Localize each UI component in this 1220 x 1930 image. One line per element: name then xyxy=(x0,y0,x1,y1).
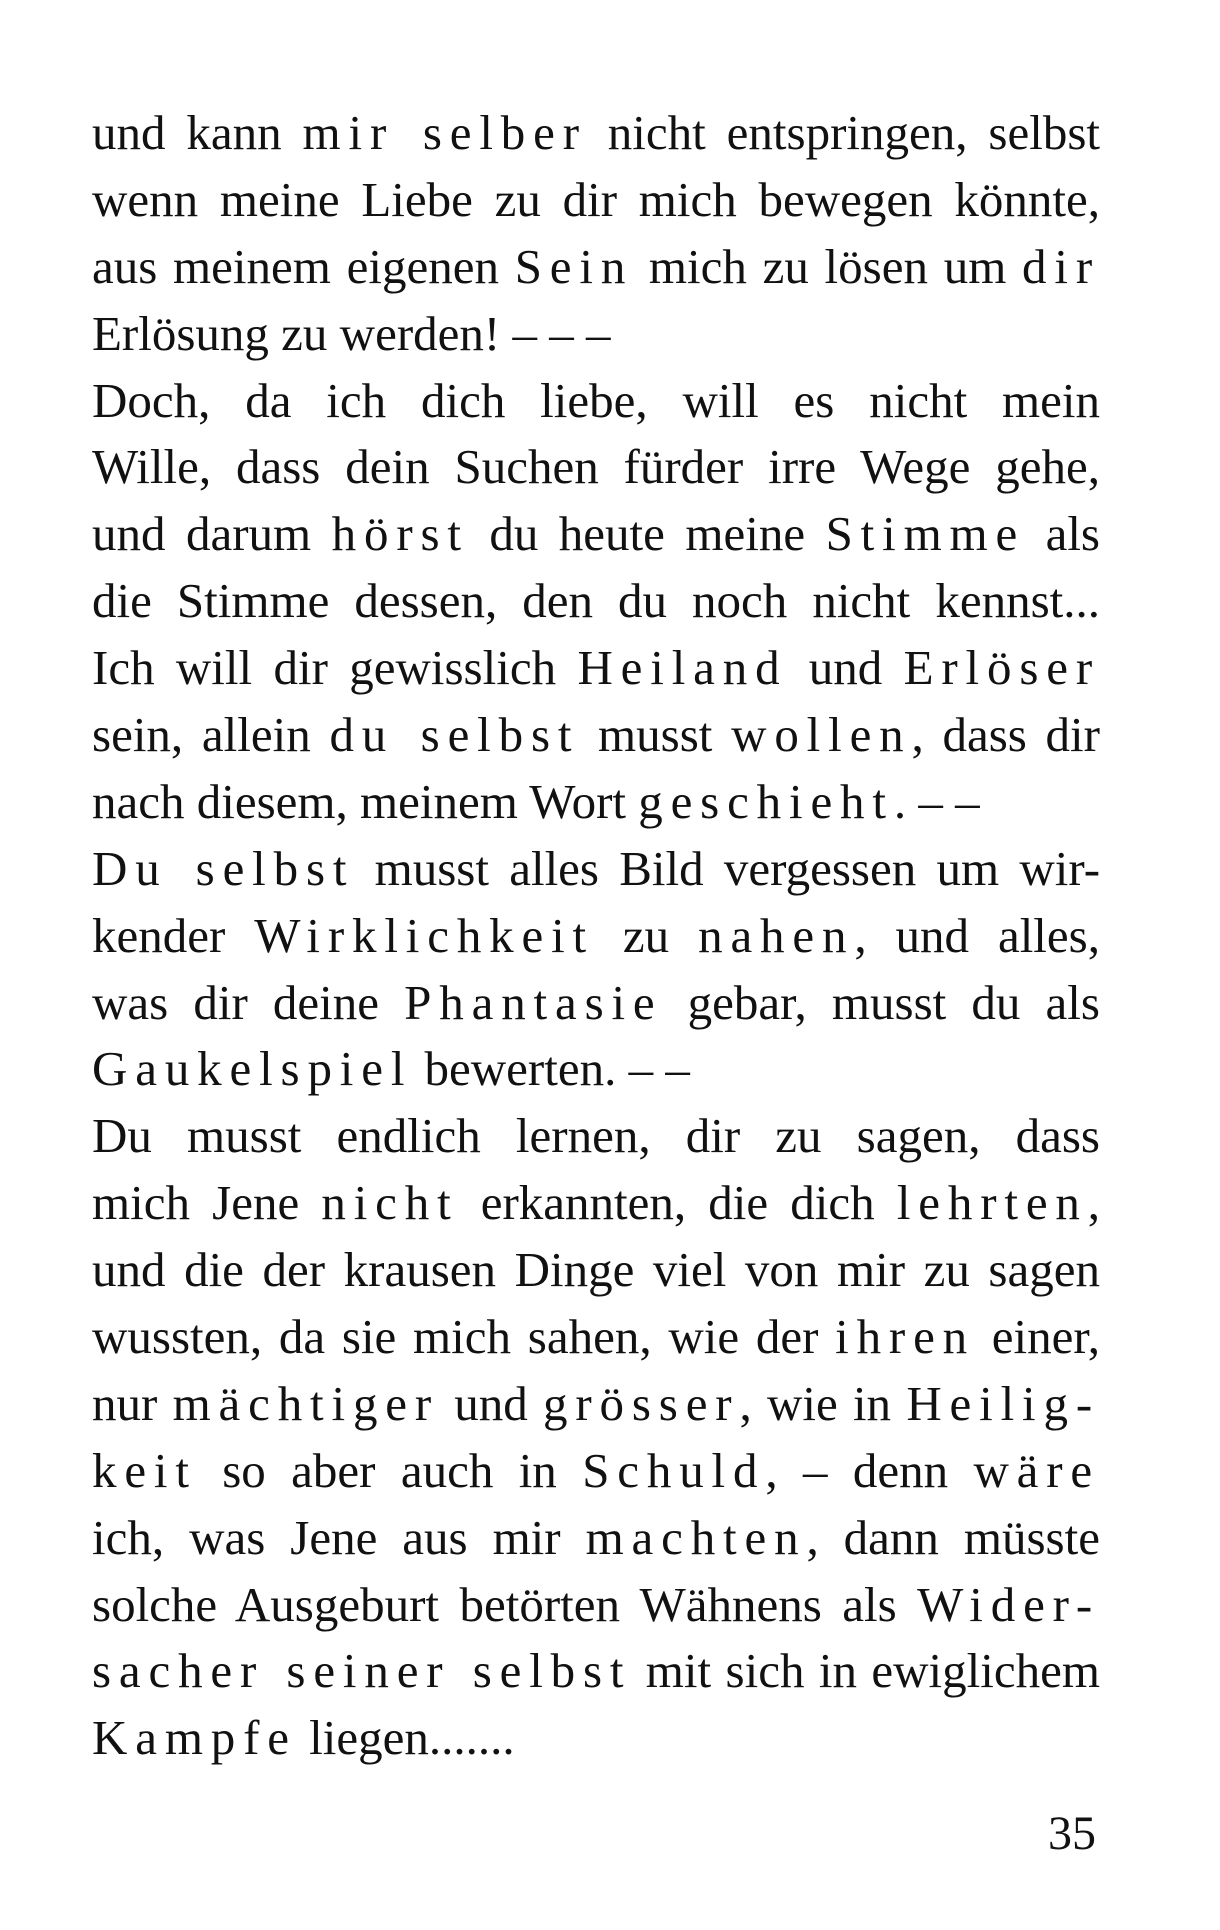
text-line xyxy=(92,568,1100,635)
text-segment: bewerten. – – xyxy=(412,1041,690,1097)
text-segment: kender xyxy=(92,907,255,963)
emphasized-text: Erlöser xyxy=(903,640,1100,696)
text-segment: zu xyxy=(594,907,699,963)
text-segment: du heute meine xyxy=(468,506,826,562)
text-segment: mit sich in ewiglichem xyxy=(631,1643,1100,1699)
text-line xyxy=(92,1371,1100,1438)
emphasized-text: Stimme xyxy=(825,506,1026,562)
text-line xyxy=(92,1705,1100,1772)
text-segment: aus meinem eigenen xyxy=(92,238,515,294)
text-segment: , dass dir xyxy=(911,707,1100,763)
text-segment: Wille, dass dein Suchen fürder irre Wege gehe, xyxy=(92,439,1100,495)
text-segment: wussten, da sie mich sahen, wie der xyxy=(92,1309,836,1365)
emphasized-text: Phantasie xyxy=(404,974,663,1030)
emphasized-text: Wider- xyxy=(917,1576,1100,1632)
text-segment: nur xyxy=(92,1375,173,1431)
text-line xyxy=(92,1170,1100,1237)
text-line xyxy=(92,1304,1100,1371)
text-line xyxy=(92,368,1100,435)
text-line xyxy=(92,702,1100,769)
text-segment: erkannten, die dich xyxy=(458,1175,897,1231)
text-line xyxy=(92,1438,1100,1505)
emphasized-text: Du selbst xyxy=(92,840,355,896)
text-segment: musst alles Bild vergessen um wir- xyxy=(354,840,1100,896)
emphasized-text: geschieht xyxy=(638,773,894,829)
text-segment: nach diesem, meinem Wort xyxy=(92,773,639,829)
text-line xyxy=(92,635,1100,702)
text-line xyxy=(92,970,1100,1037)
text-segment: Erlösung zu werden! – – – xyxy=(92,305,611,361)
text-segment: und darum xyxy=(92,506,332,562)
text-line xyxy=(92,903,1100,970)
emphasized-text: ihren xyxy=(835,1309,976,1365)
text-segment: gebar, musst du als xyxy=(662,974,1100,1030)
emphasized-text: Wirklichkeit xyxy=(254,907,594,963)
text-segment: so aber auch in xyxy=(196,1442,583,1498)
text-segment: und kann xyxy=(92,105,303,160)
text-line xyxy=(92,769,1100,836)
text-line xyxy=(92,1572,1100,1639)
text-segment: , xyxy=(1087,1175,1100,1231)
emphasized-text: wäre xyxy=(973,1442,1100,1498)
emphasized-text: nicht xyxy=(321,1175,459,1231)
text-line xyxy=(92,167,1100,234)
text-segment: und xyxy=(787,640,904,696)
text-segment: musst xyxy=(579,707,732,763)
page-number: 35 xyxy=(1048,1807,1096,1860)
text-segment: mich zu lösen um xyxy=(633,238,1023,294)
text-line xyxy=(92,301,1100,368)
text-segment: wenn meine Liebe zu dir mich bewegen könnte, xyxy=(92,171,1100,227)
text-segment: nicht entspringen, selbst xyxy=(586,105,1100,160)
text-line xyxy=(92,434,1100,501)
emphasized-text: dir xyxy=(1022,238,1100,294)
text-segment: liegen....... xyxy=(296,1710,515,1766)
text-segment: als xyxy=(1025,506,1100,562)
emphasized-text: sacher seiner selbst xyxy=(92,1643,632,1699)
emphasized-text: Sein xyxy=(514,238,634,294)
text-line xyxy=(92,1237,1100,1304)
emphasized-text: Kampfe xyxy=(92,1710,297,1766)
text-segment: Du musst endlich lernen, dir zu sagen, dass xyxy=(92,1108,1100,1164)
text-line xyxy=(92,234,1100,301)
emphasized-text: machten xyxy=(585,1509,807,1565)
text-segment: sein, allein xyxy=(92,707,330,763)
emphasized-text: keit xyxy=(92,1442,197,1498)
text-segment: , – denn xyxy=(765,1442,974,1498)
text-line xyxy=(92,1638,1100,1705)
emphasized-text: grösser xyxy=(543,1375,740,1431)
text-line xyxy=(92,100,1100,167)
text-segment: Ich will dir gewisslich xyxy=(92,640,578,696)
text-segment: solche Ausgeburt betörten Wähnens als xyxy=(92,1576,918,1632)
emphasized-text: mir selber xyxy=(302,105,587,160)
text-segment: , wie in xyxy=(739,1375,907,1431)
text-segment: und xyxy=(439,1375,544,1431)
text-segment: was dir deine xyxy=(92,974,405,1030)
emphasized-text: wollen xyxy=(731,707,912,763)
emphasized-text: Schuld xyxy=(582,1442,766,1498)
text-line xyxy=(92,1505,1100,1572)
text-segment: mich Jene xyxy=(92,1175,322,1231)
emphasized-text: Heilig- xyxy=(906,1375,1100,1431)
text-line xyxy=(92,1036,1100,1103)
text-segment: . – – xyxy=(893,773,980,829)
text-segment: , und alles, xyxy=(854,907,1100,963)
emphasized-text: hörst xyxy=(331,506,469,562)
text-segment: Doch, da ich dich liebe, will es nicht mein xyxy=(92,372,1100,428)
text-segment: ich, was Jene aus mir xyxy=(92,1509,586,1565)
emphasized-text: nahen xyxy=(698,907,855,963)
emphasized-text: lehrten xyxy=(896,1175,1088,1231)
text-segment: die Stimme dessen, den du noch nicht kennst... xyxy=(92,573,1100,629)
text-segment: , dann müsste xyxy=(806,1509,1100,1565)
text-line xyxy=(92,501,1100,568)
emphasized-text: du selbst xyxy=(329,707,580,763)
text-segment: einer, xyxy=(975,1309,1100,1365)
text-segment: und die der krausen Dinge viel von mir zu sagen xyxy=(92,1242,1100,1298)
page-text-body xyxy=(92,100,1100,1772)
emphasized-text: Heiland xyxy=(577,640,788,696)
text-line xyxy=(92,1103,1100,1170)
emphasized-text: mächtiger xyxy=(172,1375,440,1431)
emphasized-text: Gaukelspiel xyxy=(92,1041,413,1097)
text-line xyxy=(92,836,1100,903)
